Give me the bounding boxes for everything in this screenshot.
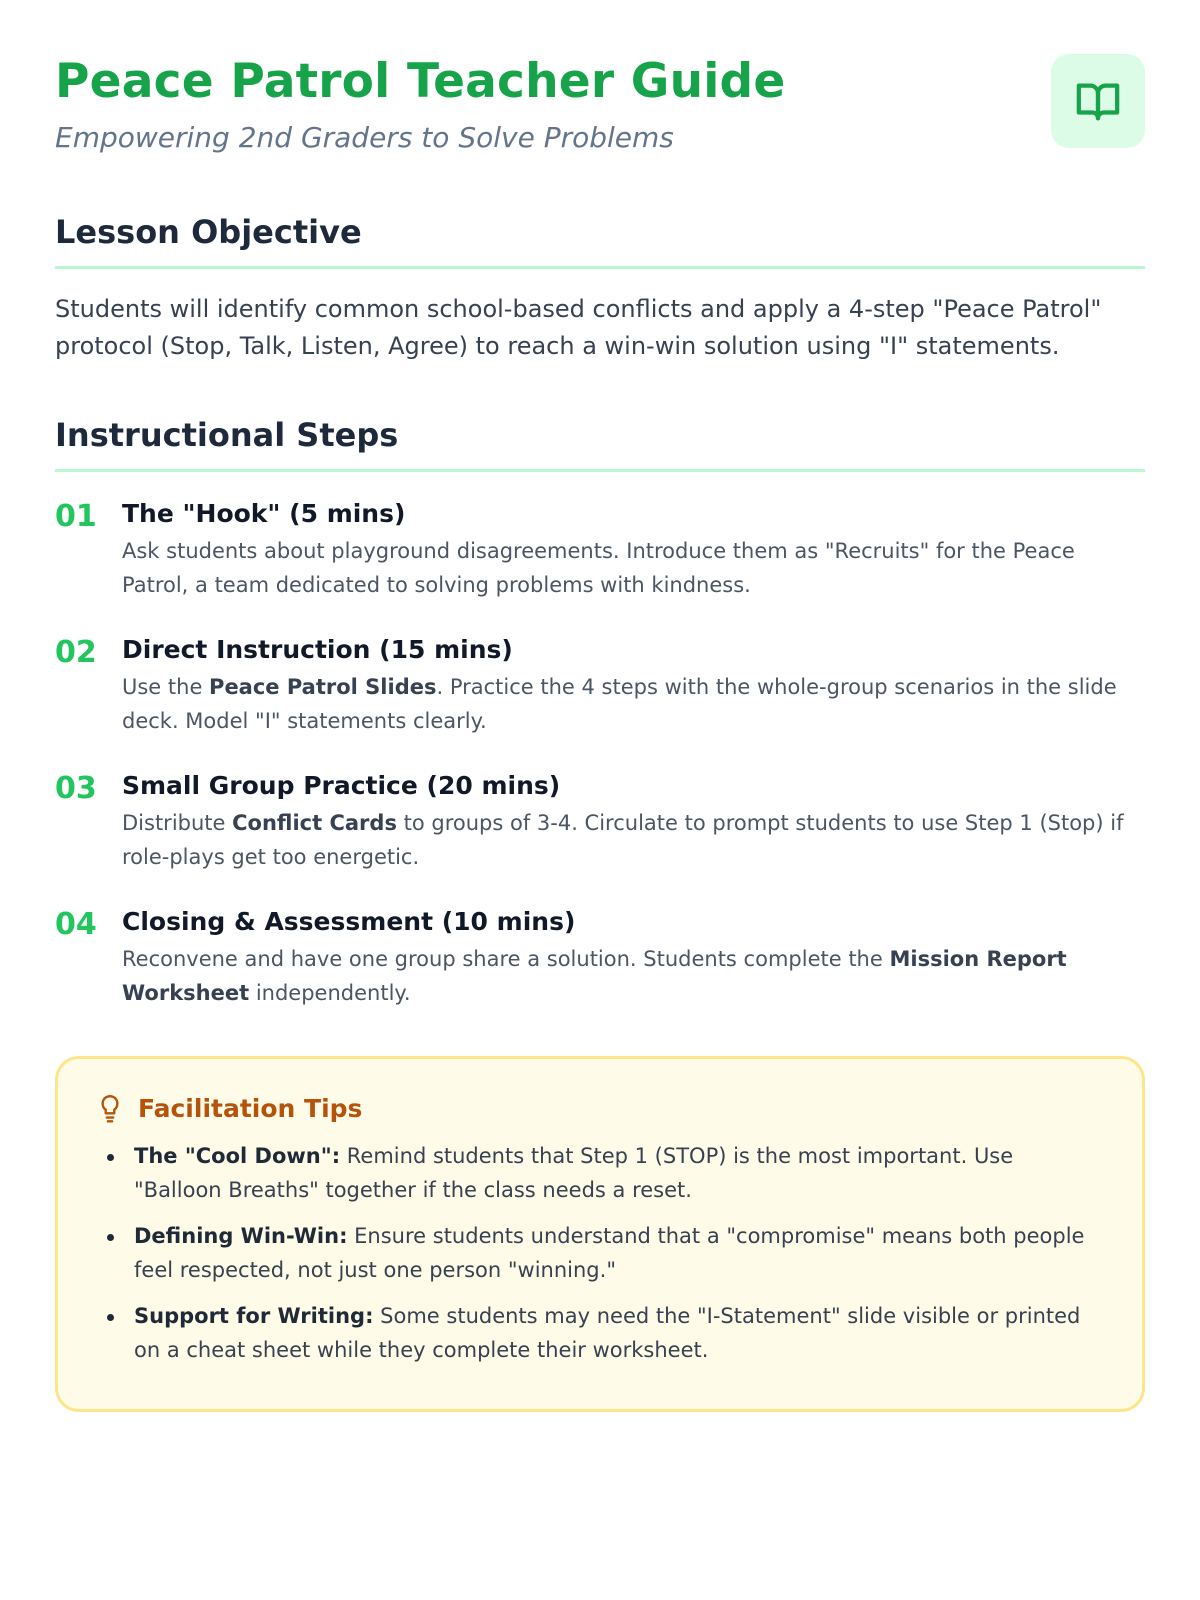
lesson-objective-section bbox=[55, 212, 1145, 365]
step-description-text: Reconvene and have one group share a solution. Students complete the bbox=[122, 947, 890, 971]
step-number: 02 bbox=[55, 635, 97, 670]
step-title: Direct Instruction (15 mins) bbox=[122, 635, 513, 664]
lightbulb-icon bbox=[94, 1093, 126, 1125]
step-description-text: . Practice the 4 steps with the whole-group scenarios in the slide deck. Model "I" statements clearly. bbox=[122, 675, 1117, 733]
tip-item bbox=[94, 1299, 1106, 1367]
step-description bbox=[122, 942, 1145, 1010]
steps-list bbox=[55, 498, 1145, 1010]
step-number: 04 bbox=[55, 907, 97, 942]
step-number: 03 bbox=[55, 771, 97, 806]
step-description bbox=[122, 806, 1145, 874]
step-item bbox=[55, 906, 1145, 1010]
step-description bbox=[122, 670, 1145, 738]
step-description-text: Distribute bbox=[122, 811, 233, 835]
step-resource-name: Conflict Cards bbox=[232, 811, 397, 835]
step-title: Small Group Practice (20 mins) bbox=[122, 771, 561, 800]
open-book-icon bbox=[1051, 54, 1145, 148]
step-description-text: Ask students about playground disagreements. Introduce them as "Recruits" for the Peace Patrol, a team dedicated to solving problems with kindness. bbox=[122, 539, 1075, 597]
lesson-objective-text: Students will identify common school-based conflicts and apply a 4-step "Peace Patrol" protocol (Stop, Talk, Listen, Agree) to reach a win-win solution using "I" statements. bbox=[55, 295, 1102, 360]
step-body bbox=[122, 634, 1145, 738]
step-body bbox=[122, 770, 1145, 874]
step-item bbox=[55, 634, 1145, 738]
step-description-text: to groups of 3-4. Circulate to prompt students to use Step 1 (Stop) if role-plays get too energetic. bbox=[122, 811, 1124, 869]
step-resource-name: Peace Patrol Slides bbox=[209, 675, 437, 699]
tip-text: Ensure students understand that a "compromise" means both people feel respected, not just one person "winning." bbox=[134, 1224, 1085, 1282]
facilitation-tips-box bbox=[55, 1056, 1145, 1412]
page-title: Peace Patrol Teacher Guide bbox=[55, 54, 786, 109]
step-description-text: independently. bbox=[249, 981, 411, 1005]
step-body bbox=[122, 498, 1145, 602]
instructional-steps-heading: Instructional Steps bbox=[55, 415, 1145, 472]
facilitation-tips-heading: Facilitation Tips bbox=[138, 1094, 363, 1123]
tip-text: Remind students that Step 1 (STOP) is the most important. Use "Balloon Breaths" together if the class needs a reset. bbox=[134, 1144, 1014, 1202]
step-title: The "Hook" (5 mins) bbox=[122, 499, 406, 528]
tip-item bbox=[94, 1139, 1106, 1207]
step-body bbox=[122, 906, 1145, 1010]
step-title: Closing & Assessment (10 mins) bbox=[122, 907, 576, 936]
step-resource-name: Mission Report Worksheet bbox=[122, 947, 1067, 1005]
step-item bbox=[55, 770, 1145, 874]
step-description bbox=[122, 534, 1145, 602]
lesson-objective-heading: Lesson Objective bbox=[55, 212, 1145, 269]
tips-list bbox=[94, 1139, 1106, 1367]
page-header bbox=[55, 52, 1145, 162]
tip-text: Some students may need the "I-Statement" slide visible or printed on a cheat sheet while they complete their worksheet. bbox=[134, 1304, 1081, 1362]
tip-item bbox=[94, 1219, 1106, 1287]
instructional-steps-section bbox=[55, 415, 1145, 1010]
facilitation-tips-header bbox=[94, 1093, 1106, 1125]
step-number: 01 bbox=[55, 499, 97, 534]
tip-label: Defining Win-Win: bbox=[134, 1224, 348, 1248]
tip-label: Support for Writing: bbox=[134, 1304, 374, 1328]
page-subtitle: Empowering 2nd Graders to Solve Problems bbox=[55, 121, 674, 154]
step-item bbox=[55, 498, 1145, 602]
tip-label: The "Cool Down": bbox=[134, 1144, 341, 1168]
step-description-text: Use the bbox=[122, 675, 210, 699]
